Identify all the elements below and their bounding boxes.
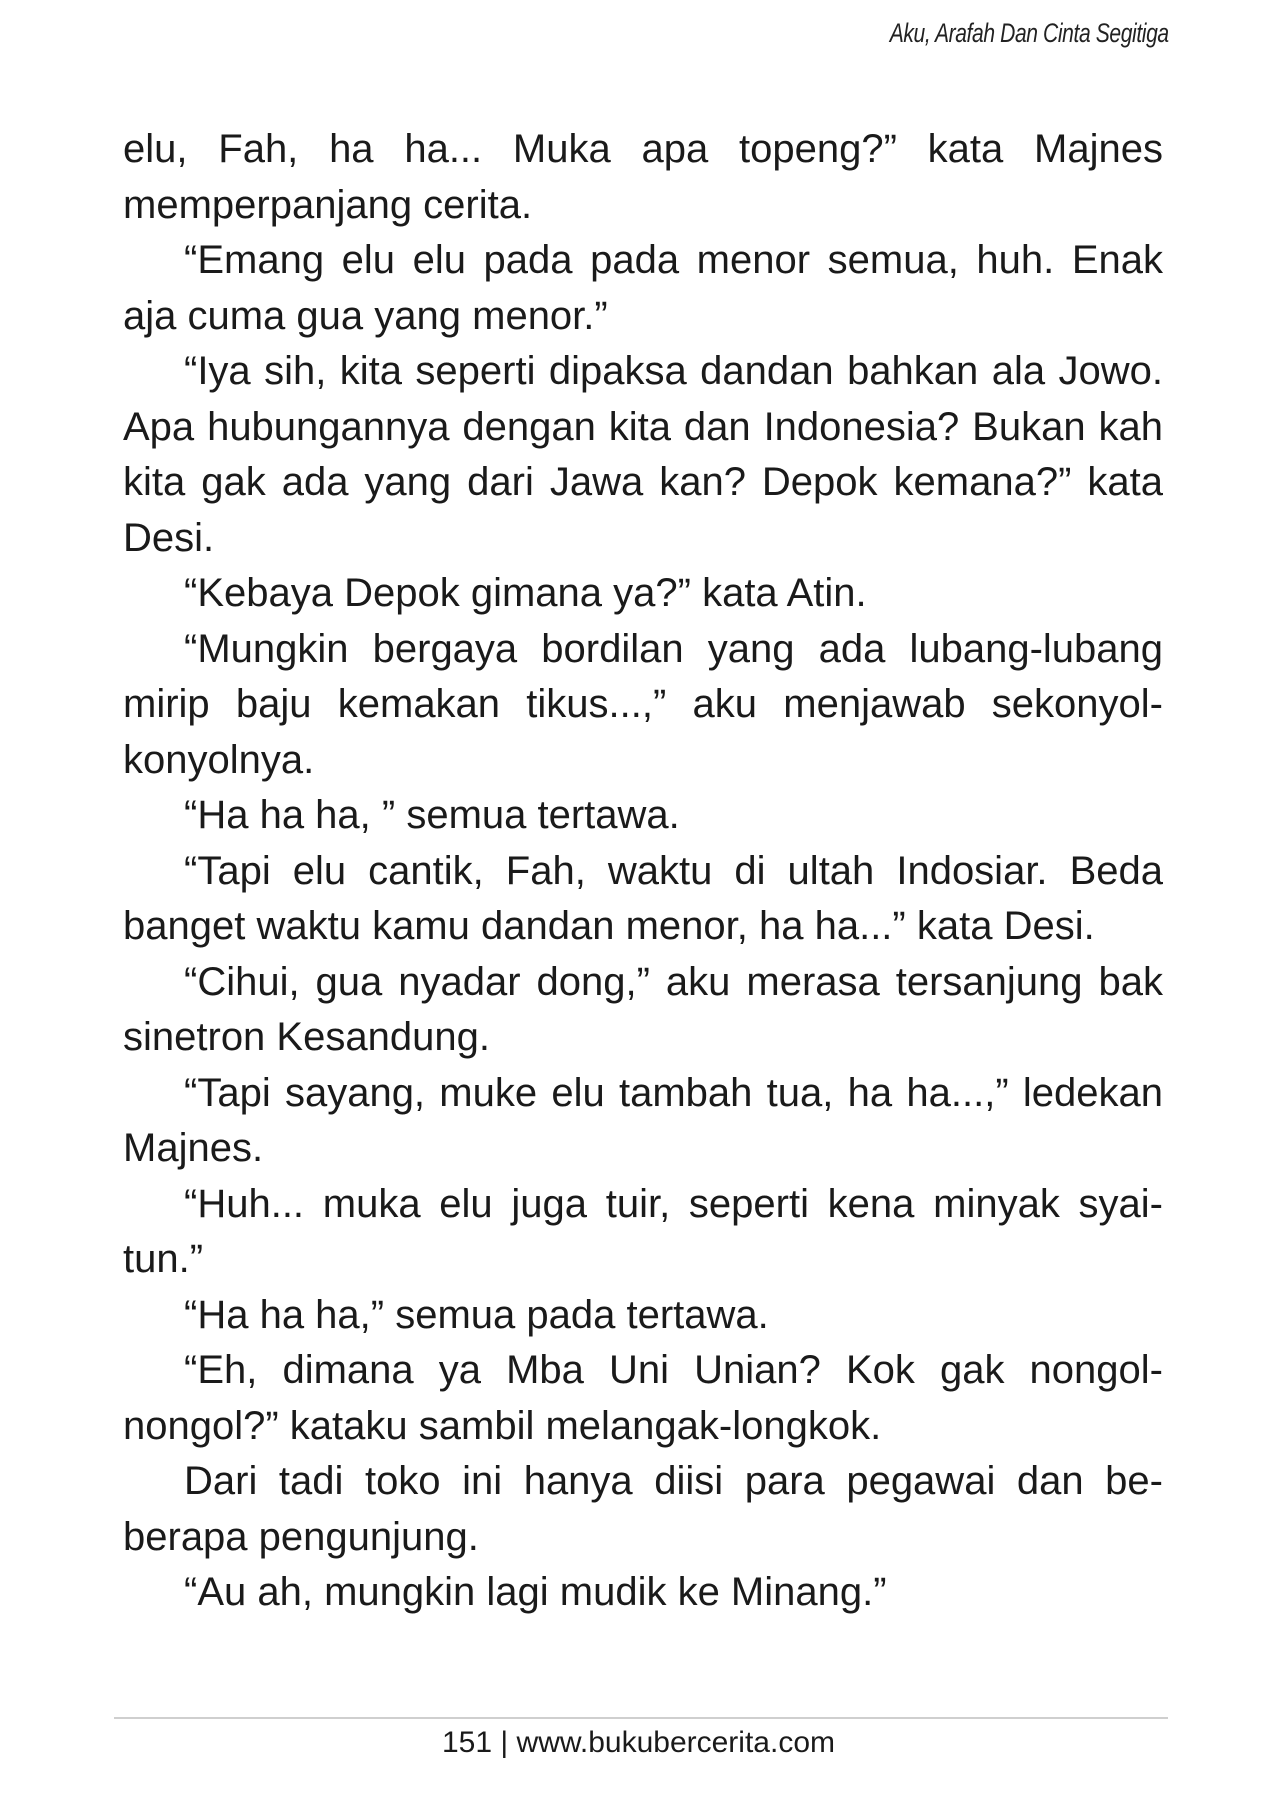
- running-header-book-title: Aku, Arafah Dan Cinta Segitiga: [889, 18, 1169, 48]
- footer-separator: |: [500, 1726, 509, 1759]
- paragraph: “Kebaya Depok gimana ya?” kata Atin.: [184, 571, 867, 615]
- paragraph: “Cihui, gua nyadar dong,” aku merasa tersanjung bak sinetron Kesandung.: [123, 959, 1163, 1059]
- paragraph: “Tapi elu cantik, Fah, waktu di ultah Indosiar. Beda banget waktu kamu dandan menor, ha ha...” kata Desi.: [123, 848, 1163, 948]
- paragraph: “Emang elu elu pada pada menor semua, huh. Enak aja cuma gua yang menor.”: [123, 238, 1163, 338]
- paragraph: Dari tadi toko ini hanya diisi para pegawai dan be-berapa pengunjung.: [123, 1459, 1163, 1559]
- paragraph: elu, Fah, ha ha... Muka apa topeng?” kata Majnes memperpanjang cerita.: [123, 127, 1163, 227]
- paragraph: “Tapi sayang, muke elu tambah tua, ha ha...,” ledekan Majnes.: [123, 1070, 1163, 1170]
- paragraph: “Mungkin bergaya bordilan yang ada lubang-lubang mirip baju kemakan tikus...,” aku menjawab sekonyol-konyolnya.: [123, 626, 1163, 782]
- paragraph: “Huh... muka elu juga tuir, seperti kena minyak syai-tun.”: [123, 1181, 1163, 1281]
- paragraph: “Eh, dimana ya Mba Uni Unian? Kok gak nongol-nongol?” kataku sambil melangak-longkok.: [123, 1348, 1163, 1448]
- footer-divider: [114, 1717, 1168, 1719]
- paragraph: “Ha ha ha,” semua pada tertawa.: [184, 1292, 769, 1337]
- page-number: 151: [441, 1726, 493, 1759]
- paragraph: “Iya sih, kita seperti dipaksa dandan bahkan ala Jowo. Apa hubungannya dengan kita dan Indonesia? Bukan kah kita gak ada yang dari Jawa kan? Depok kemana?” kata Desi.: [123, 349, 1163, 560]
- paragraph: “Ha ha ha, ” semua tertawa.: [184, 793, 680, 837]
- page-body: [123, 122, 1163, 1621]
- paragraph: “Au ah, mungkin lagi mudik ke Minang.”: [184, 1570, 887, 1614]
- page-footer: [0, 1726, 1277, 1760]
- footer-website: www.bukubercerita.com: [516, 1726, 835, 1759]
